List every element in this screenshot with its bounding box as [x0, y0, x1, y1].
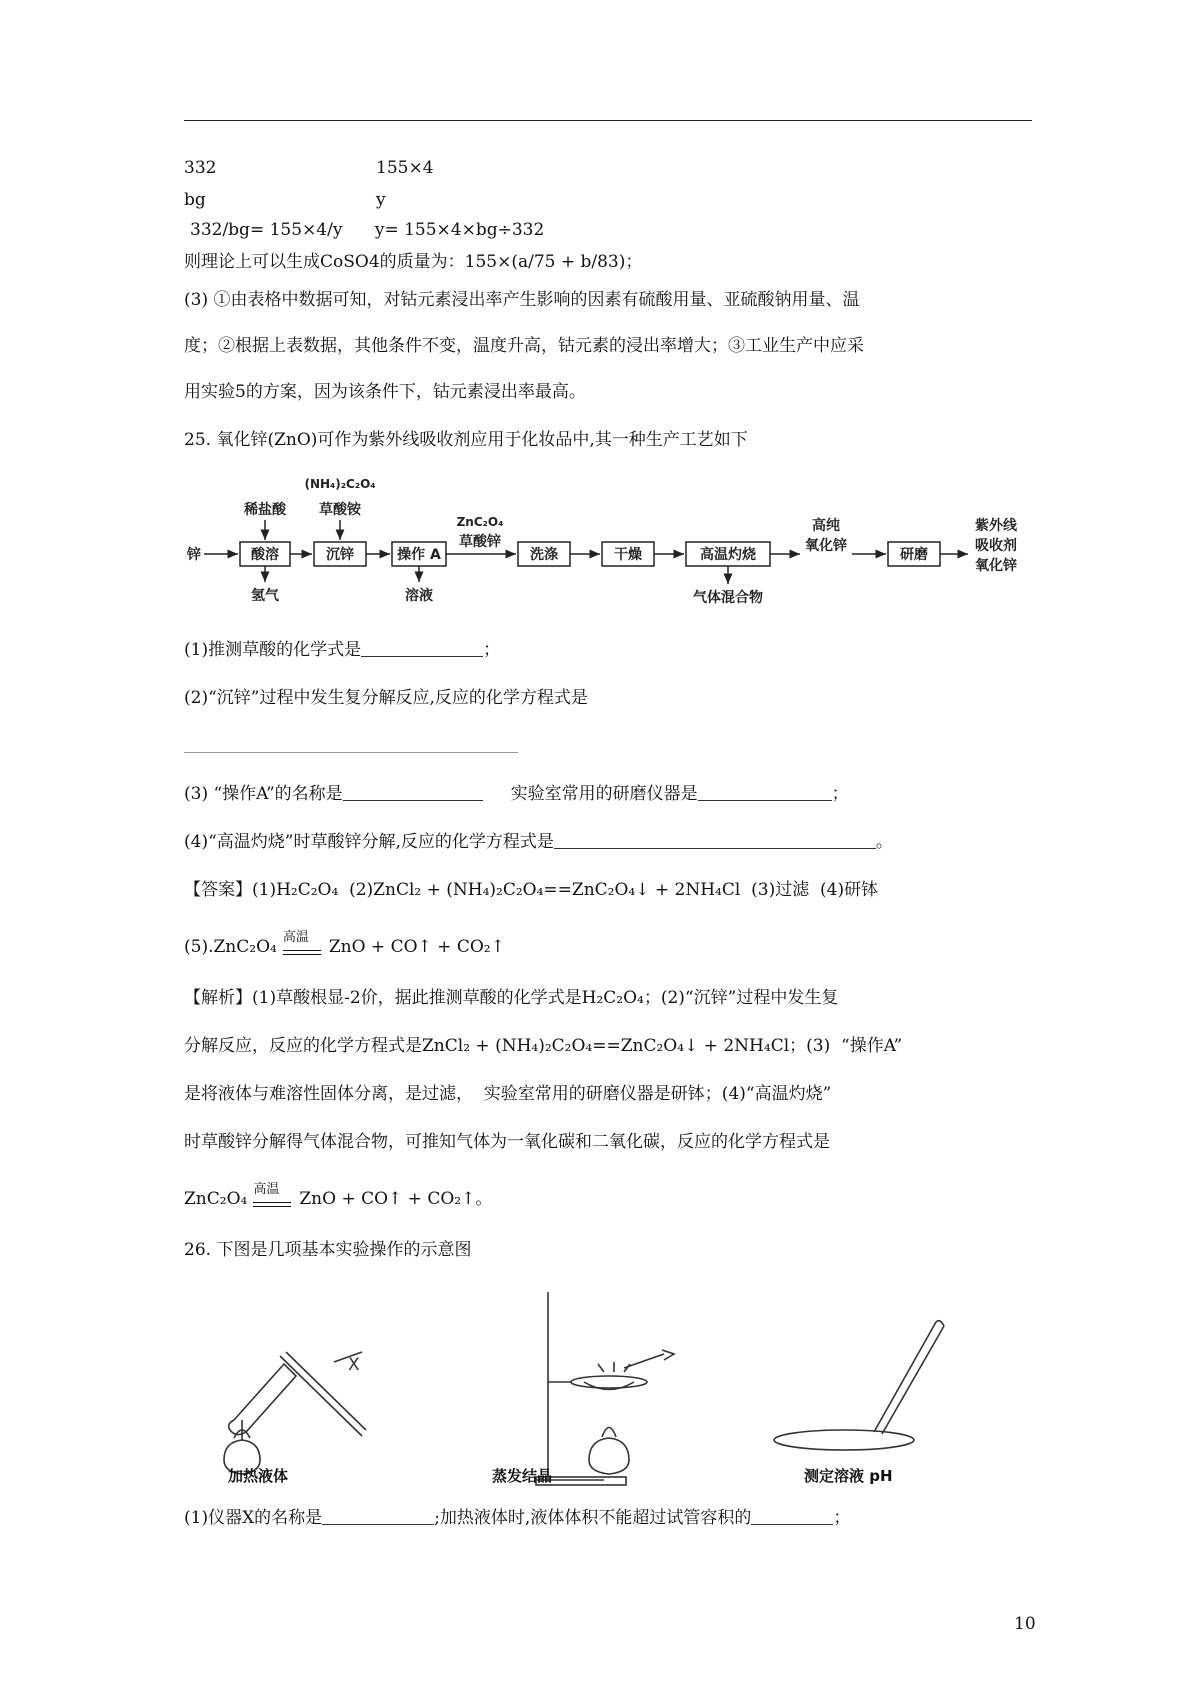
evaporation-apparatus	[536, 1292, 674, 1485]
ph-test-apparatus	[774, 1321, 944, 1450]
q26-part-1-text-b: ;加热液体时,液体体积不能超过试管容积的	[434, 1508, 752, 1528]
answer-text: (1)H₂C₂O₄ (2)ZnCl₂ + (NH₄)₂C₂O₄==ZnC₂O₄↓ + 2NH₄Cl (3)过滤 (4)研钵	[252, 880, 879, 900]
q25-part-1-end: ；	[483, 640, 501, 660]
analysis-5-products: ZnO + CO↑ + CO₂↑。	[299, 1189, 493, 1209]
q25-part-2: (2)“沉锌”过程中发生复分解反应,反应的化学方程式是	[184, 688, 588, 708]
flow-box-7: 研磨	[900, 547, 928, 563]
flow-box-1: 酸溶	[251, 547, 279, 563]
flow-product-1b: 氧化锌	[805, 538, 847, 554]
calc-row-2: bg	[184, 190, 206, 210]
q25-analysis-2: 分解反应，反应的化学方程式是ZnCl₂ + (NH₄)₂C₂O₄==ZnC₂O₄↓ + 2NH₄Cl；(3) “操作A”	[184, 1036, 903, 1056]
page-number: 10	[1014, 1614, 1036, 1634]
label-x: X	[348, 1355, 360, 1375]
analysis-5-reactant: ZnC₂O₄	[184, 1189, 248, 1209]
flow-reagent-1: 稀盐酸	[244, 502, 286, 518]
answer-blank	[751, 1506, 833, 1525]
answer-5-reactant: (5).ZnC₂O₄	[184, 937, 277, 957]
flow-product-2c: 氧化锌	[975, 558, 1017, 574]
q25-analysis-1	[184, 986, 838, 1010]
header-rule	[184, 120, 1032, 121]
answer-blank	[554, 830, 876, 849]
condition-text: 高温	[282, 930, 309, 945]
q25-part-3-text-b: 实验室常用的研磨仪器是	[510, 784, 698, 804]
q25-analysis-5	[184, 1182, 492, 1212]
analysis-text: (1)草酸根显-2价，据此推测草酸的化学式是H₂C₂O₄；(2)“沉锌”过程中发生复	[252, 988, 839, 1008]
q25-analysis-4: 时草酸锌分解得气体混合物，可推知气体为一氧化碳和二氧化碳，反应的化学方程式是	[184, 1132, 830, 1152]
flow-product-1a: 高纯	[812, 518, 840, 534]
lab-operations-figure	[184, 1272, 1032, 1492]
q25-part-1-text: (1)推测草酸的化学式是	[184, 640, 362, 660]
flow-product-2a: 紫外线	[975, 518, 1017, 534]
flow-box-6: 高温灼烧	[700, 547, 756, 563]
q26-part-1	[184, 1506, 850, 1530]
calc-text: 332	[184, 158, 217, 178]
zinc-process-flowchart	[184, 468, 1032, 618]
q25-title: 25. 氧化锌(ZnO)可作为紫外线吸收剂应用于化妆品中,其一种生产工艺如下	[184, 430, 748, 450]
q25-part-4-end: 。	[875, 832, 893, 852]
flow-reagent-2-formula: (NH₄)₂C₂O₄	[304, 477, 376, 491]
flow-start: 锌	[187, 547, 201, 563]
q26-part-1-end: ；	[833, 1508, 851, 1528]
answer-5-products: ZnO + CO↑ + CO₂↑	[328, 937, 505, 957]
flow-byproduct-1: 氢气	[251, 588, 279, 604]
calc-row-2-right: y	[376, 190, 386, 210]
answer-blank	[343, 782, 483, 801]
answer-blank	[322, 1506, 434, 1525]
answer-blank	[698, 782, 832, 801]
q26-title: 26. 下图是几项基本实验操作的示意图	[184, 1240, 472, 1260]
q25-part-3	[184, 782, 849, 806]
condition-text: 高温	[253, 1182, 280, 1197]
flow-product-2b: 吸收剂	[975, 538, 1017, 554]
q25-part-3-end: ；	[831, 784, 849, 804]
caption-evaporation-text: 蒸发结晶	[492, 1467, 553, 1485]
reaction-condition	[251, 1182, 295, 1212]
flow-byproduct-3: 溶液	[405, 588, 433, 604]
answer-blank	[361, 638, 483, 657]
flow-box-3: 操作 A	[397, 547, 441, 563]
calc-row-3: 332/bg= 155×4/y y= 155×4×bg÷332	[190, 220, 545, 240]
q24-3-line-2: 度；②根据上表数据，其他条件不变，温度升高，钴元素的浸出率增大；③工业生产中应采	[184, 336, 864, 356]
flow-reagent-2: 草酸铵	[319, 502, 361, 518]
calc-row-4: 则理论上可以生成CoSO4的质量为：155×(a/75 + b/83)；	[184, 252, 643, 272]
q24-3-line-3: 用实验5的方案，因为该条件下，钴元素浸出率最高。	[184, 382, 586, 402]
analysis-label: 【解析】	[184, 988, 252, 1008]
answer-blank	[184, 752, 518, 753]
q25-part-4	[184, 830, 893, 854]
q24-3-line-1: (3) ①由表格中数据可知，对钴元素浸出率产生影响的因素有硫酸用量、亚硫酸钠用量、温	[184, 290, 860, 310]
answer-label: 【答案】	[184, 880, 252, 900]
flow-box-5: 干燥	[614, 547, 642, 563]
flow-byproduct-6: 气体混合物	[693, 590, 763, 606]
q25-analysis-3: 是将液体与难溶性固体分离，是过滤， 实验室常用的研磨仪器是研钵；(4)“高温灼烧”	[184, 1084, 832, 1104]
q26-part-1-text-a: (1)仪器X的名称是	[184, 1508, 323, 1528]
flow-mid: 草酸锌	[459, 534, 501, 550]
q25-part-1	[184, 638, 500, 662]
caption-heating-text: 加热液体	[228, 1467, 289, 1485]
calc-row-1-right: 155×4	[376, 158, 434, 178]
q25-answer	[184, 878, 878, 902]
flow-mid-formula: ZnC₂O₄	[456, 515, 504, 529]
flow-box-2: 沉锌	[326, 547, 354, 563]
q25-part-4-text: (4)“高温灼烧”时草酸锌分解,反应的化学方程式是	[184, 832, 554, 852]
heating-liquid-apparatus	[224, 1352, 366, 1474]
reaction-condition	[281, 930, 325, 960]
flow-box-4: 洗涤	[530, 547, 558, 563]
q25-part-3-text-a: (3) “操作A”的名称是	[184, 784, 343, 804]
q25-answer-5	[184, 930, 505, 960]
calc-row-1	[184, 156, 216, 180]
caption-ph-text: 测定溶液 pH	[804, 1467, 893, 1485]
